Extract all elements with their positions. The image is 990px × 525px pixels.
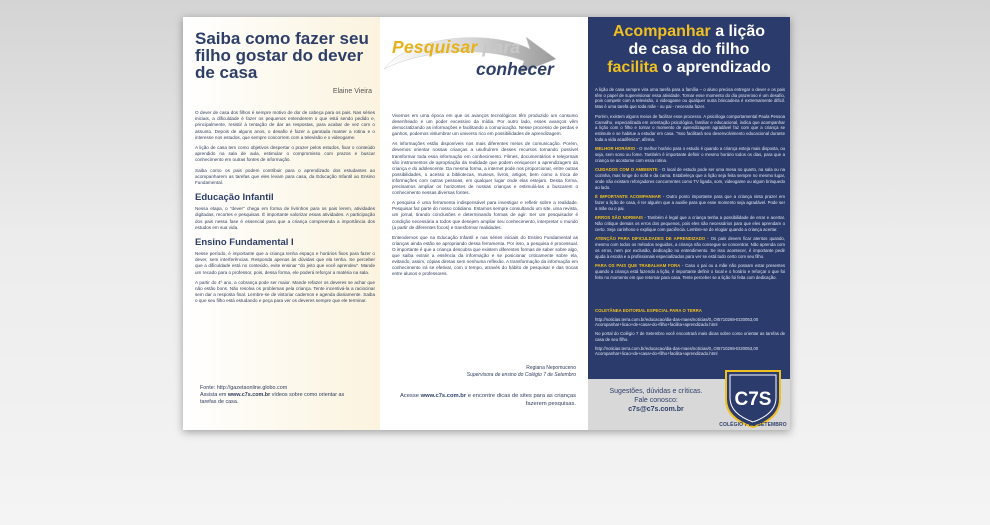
article-link[interactable]: http://noticias.terra.com.br/educacao/dia-das-maes/noticias/0,,OI5710269-EI20053,00 Acompanhar+licao+de+casa+do+filho+facilita+aprendizado.html [595, 316, 759, 328]
tip-item: MELHOR HORÁRIO - O melhor horário para o estudo é quando a criança esteja mais disposta, ou seja, sem sono ou fome. Também é importante definir o mesmo horário todos os dias, para que a criança se acostume com essa rotina. [595, 146, 785, 163]
article-link[interactable]: http://noticias.terra.com.br/educacao/dia-das-maes/noticias/0,,OI5710269-EI20053,00 Acompanhar+licao+de+casa+do+filho+facilita+aprendizado.html [595, 345, 759, 357]
signature-name: Regiana Nepomuceno [526, 365, 576, 371]
site-link[interactable]: www.c7s.com.br [227, 391, 271, 398]
research-title: Pesquisar para [392, 37, 521, 57]
logo-caption: COLÉGIO 7 DE SETEMBRO [719, 422, 787, 428]
newsletter-page [183, 17, 790, 430]
follow-up-body [595, 87, 785, 284]
signature-role: Supervisora de ensino do Colégio 7 de Setembro [466, 371, 576, 378]
research-title-line2: conhecer [476, 59, 554, 79]
tip-item: PARA OS PAIS QUE TRABALHAM FORA - Caso o pai ou a mãe não possam estar presentes quando a criança está fazendo a lição, é importante definir o local e o horário e reforçar o que foi feito no momento em que retornar para casa. Tente perceber se a lição foi feita com dedicação. [595, 263, 785, 280]
contact-box [588, 379, 790, 430]
article-research-column [380, 17, 588, 430]
follow-up-paragraph: Porém, existem alguns meios de facilitar esse processo. A psicóloga comportamental Paula Pessoa Carvalho, especializada em orientação psicológica, familiar e educacional, indica que acompanhar a lição com o filho e tornar o momento de aprendizagem agradável faz com que a criança se estimule e se habitue a estudar em casa. "Isso facilitará seu desenvolvimento educacional durante toda a vida acadêmica", afirma. [595, 113, 785, 142]
article-author: Elaine Vieira [332, 88, 372, 95]
article-homework-column [183, 17, 380, 430]
article-paragraph: Nesse período, é importante que a criança tenha espaço e horários fixos para fazer o dever, sem interferências. Responda apenas às dúvidas que ela tenha. Se perceber que a dificuldade está no conteúdo, evite ensinar "do jeito que você aprendeu". Mande um recado para o professor, pois, dessa forma, ele poderá reforçar a matéria na sala. [195, 251, 375, 275]
section-heading-ensino-fundamental: Ensino Fundamental I [195, 237, 294, 249]
section-heading-educacao-infantil: Educação Infantil [195, 192, 274, 204]
article-source [200, 385, 350, 405]
svg-text:C7S: C7S [734, 389, 772, 410]
portal-note: No portal do Colégio 7 de Setembro você encontrará mais dicas sobre como orientar as tarefas de casa de seu filho. [595, 331, 785, 342]
research-paragraph: Vivemos em uma época em que os avanços tecnológicos têm produzido um consumo desenfreado e um poder excessivo da mídia. Por outro lado, esses avanços vêm democratizando as informações e facilitando a comunicação. Nesse processo de perdas e ganhos, podemos vislumbrar um universo rico em possibilidades de aprendizagem. [392, 113, 578, 137]
article-paragraph: Nessa etapa, o "dever" chega em forma de livrinhos para os pais lerem, atividades digitadas, recortes e pesquisas. É importante valorizar essas atividades. A participação dos pais nessa fase é essencial para que a criança compreenda a importância dos estudos em sua vida. [195, 206, 375, 230]
research-paragraph: Entendemos que na Educação Infantil e nas séries iniciais do Ensino Fundamental as crianças ainda estão se apropriando dessa ferramenta. Por isso, a pesquisa é processual. O importante é que a criança descubra que existem diferentes formas de saber sobre algo, que saiba extrair a essência da informação e se posicionar criticamente sobre ela, evitando, assim, cópias diretas sem nenhuma reflexão. A transformação da informação em conhecimento irá se efetivar, com o tempo, através do hábito de pesquisar e das trocas entre alunos e professores. [392, 234, 578, 277]
article-paragraph: A partir do 4º ano, a cobrança pode ser maior. Mande refazer os deveres se achar que não estão bons. Não resolva os problemas pela criança. Tente incentivá-la a raciocinar sem dar a resposta final. Lembre-se de vistoriar cadernos e agenda diariamente. Saiba o que seu filho está estudando e peça para ver os deveres sempre que ele terminar. [195, 279, 375, 304]
tip-item: CUIDADOS COM O AMBIENTE - O local de estudo pode ser uma mesa no quarto, na sala ou na cozinha, mas longe do sofá e da cama. Estabeleça que a lição seja feita sempre no mesmo lugar, onde não existam reforçadores concorrentes como TV ligada, som, videogame ou algum brinquedo ao lado. [595, 167, 785, 190]
article-paragraph: O dever de casa dos filhos é sempre motivo de dor de cabeça para os pais. Nas séries iniciais, a dificuldade é fazer os pequenos entenderem o que está sendo pedido e, principalmente, resistir à tentação de dar as respostas, para acabar de vez com o assunto. Depois de alguns anos, o desafio é fazer a garotada manter a rotina e o interesse nos estudos, que sempre concorrem com a televisão e o videogame. [195, 110, 375, 140]
article-body [195, 110, 375, 309]
article-title: Saiba como fazer seu filho gostar do dever de casa [195, 29, 369, 82]
tip-item: ATENÇÃO PARA DIFICULDADES DE APRENDIZADO - Os pais devem ficar atentos quando, mesmo com todos os métodos seguidos, a criança não consegue se concentrar. Não aprenda com os erros, nem por exclusão, dedicação no entendimento. Se isso acontecer, é importante pedir ajuda à escola e a profissionais especializados para ver se está tudo certo com seu filho. [595, 236, 785, 259]
tip-item: É IMPORTANTE ACOMPANHAR - Outro ponto importante para que a criança sinta prazer em fazer a lição de casa, é ter alguém que a auxilie para que esse momento seja agradável. Pode ser a mãe ou o pai. [595, 194, 785, 211]
research-paragraph: A pesquisa é uma ferramenta indispensável para investigar e refletir sobre a realidade. Pesquisar faz parte do nosso cotidiano. Estamos sempre consultando um site, uma revista, um jornal, tirando conclusões e determinando formas de agir. Ser um pesquisador é condição necessária a todos que desejem ampliar seu conhecimento, interpretar o mundo (a partir de diferentes focos) e transformar realidades. [392, 200, 578, 230]
contact-email[interactable]: c7s@c7s.com.br [628, 406, 684, 413]
source-url: Fonte: http://gazetaonline.globo.com [200, 385, 288, 391]
site-link[interactable]: www.c7s.com.br [420, 393, 467, 399]
article-follow-up-column [588, 17, 790, 430]
tip-item: ERROS SÃO NORMAIS - Também é legal que a criança tenha a possibilidade de errar e acertar. Não critique demais os erros dos pequenos, pois eles são necessários para que eles aprendam o certo. Seja carinhoso e explique com paciência. Lembre-se de elogiar quando a criança acertar. [595, 215, 785, 232]
video-note: Assista em www.c7s.com.br vídeos sobre como orientar as tarefas de casa. [200, 391, 345, 405]
follow-up-paragraph: A lição de casa sempre vira uma tarefa para a família – o aluno precisa entregar o dever e os pais têm o papel de supervisionar essa atividade. Tornar esse momento do dia prazeroso é um desafio, pois competir com a televisão, o videogame ou qualquer outra brincadeira é extremamente difícil. Mas é uma tarefa que toda mãe - ou pai - necessita fazer. [595, 87, 785, 110]
access-note: Acesse www.c7s.com.br e encontre dicas de sites para as crianças fazerem pesquisas. [399, 393, 576, 407]
school-shield-logo-icon [720, 367, 786, 429]
follow-up-title: Acompanhar a lição de casa do filho facilita o aprendizado [607, 23, 771, 76]
article-paragraph: A lição de casa tem como objetivos despertar o prazer pelos estudos, fixar o conteúdo aprendido na sala de aula, estimular o compromisso com prazos e buscar conhecimento em outras fontes de informação. [195, 145, 375, 163]
author-signature [467, 365, 576, 378]
research-body [392, 113, 578, 281]
article-paragraph: Saiba como os pais podem contribuir para o aprendizado dos estudantes ao acompanharem as tarefas que eles levam para casa, da Educação Infantil ao Ensino Fundamental. [195, 167, 375, 186]
links-heading: COLETÂNEA EDITORIAL ESPECIAL PARA O TERRA [595, 308, 702, 313]
research-paragraph: As informações estão disponíveis nos mais diferentes meios de comunicação. Porém, devemos orientar nossas crianças a usufruírem desses recursos tornando possível transformar toda essa informação em conhecimento. Filmes, documentários e telejornais são instrumentos de apropriação da realidade que podem enriquecer a aprendizagem da criança e do adolescente. Da mesma forma, a internet pode nos proporcionar, entre outras possibilidades, o acesso a bibliotecas, museus, livros, artigos, bem como a troca de informações com outras pessoas, em qualquer lugar onde elas estejam. Dessa forma, precisamos ampliar os horizontes de nossas crianças e estimulá-las a buscarem o conhecimento nessas diversas fontes. [392, 141, 578, 196]
links-section [595, 308, 785, 360]
contact-text: Sugestões, dúvidas e críticas. Fale conosco: c7s@c7s.com.br [596, 387, 716, 414]
